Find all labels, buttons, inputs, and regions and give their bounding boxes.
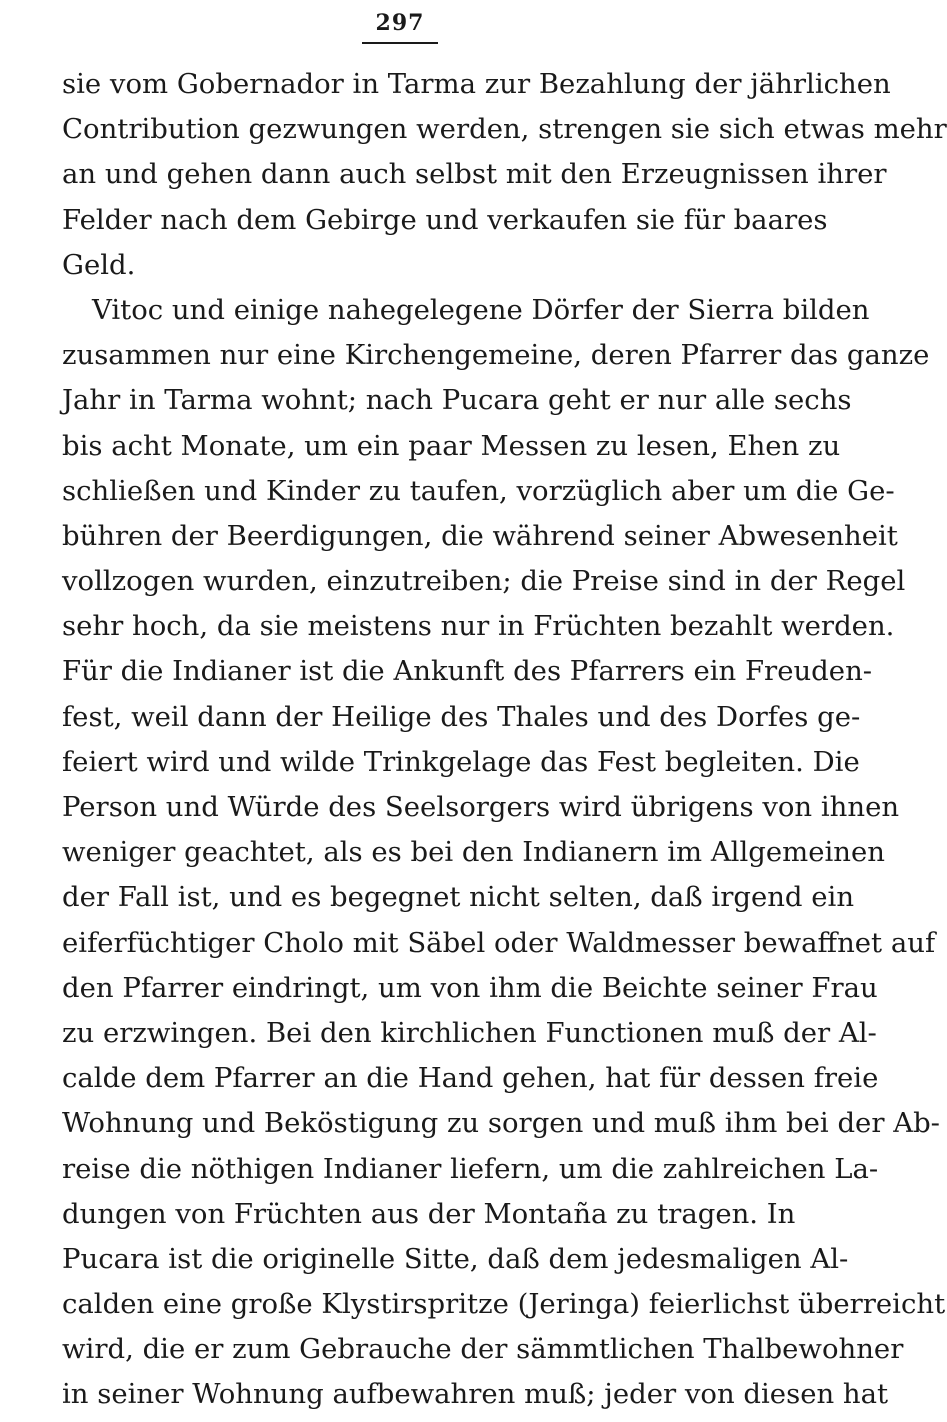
text-line: Person und Würde des Seelsorgers wird übrigens von ihnen xyxy=(62,791,900,823)
text-line: schließen und Kinder zu taufen, vorzüglich aber um die Ge- xyxy=(62,474,895,507)
text-line: dungen von Früchten aus der Montaña zu tragen. In xyxy=(62,1197,796,1230)
text-line: zu erzwingen. Bei den kirchlichen Functionen muß der Al- xyxy=(62,1016,877,1049)
text-line: Vitoc und einige nahegelegene Dörfer der Sierra bilden xyxy=(92,293,870,326)
text-line: sie vom Gobernador in Tarma zur Bezahlung der jährlichen xyxy=(62,68,891,100)
text-line: den Pfarrer eindringt, um von ihm die Beichte seiner Frau xyxy=(62,971,878,1004)
text-line: reise die nöthigen Indianer liefern, um die zahlreichen La- xyxy=(62,1152,879,1185)
text-line: Für die Indianer ist die Ankunft des Pfarrers ein Freuden- xyxy=(62,655,873,688)
text-line: an und gehen dann auch selbst mit den Erzeugnissen ihrer xyxy=(62,158,887,191)
text-line: Felder nach dem Gebirge und verkaufen sie für baares xyxy=(62,203,828,236)
text-line: bis acht Monate, um ein paar Messen zu lesen, Ehen zu xyxy=(62,429,841,462)
text-line: der Fall ist, und es begegnet nicht selten, daß irgend ein xyxy=(62,881,855,914)
text-line: calde dem Pfarrer an die Hand gehen, hat für dessen freie xyxy=(62,1062,879,1095)
text-line: bühren der Beerdigungen, die während seiner Abwesenheit xyxy=(62,519,898,552)
body-text xyxy=(62,62,947,1418)
text-line: Contribution gezwungen werden, strengen sie sich etwas mehr xyxy=(62,113,947,146)
text-line: Geld. xyxy=(62,248,136,281)
text-line: weniger geachtet, als es bei den Indianern im Allgemeinen xyxy=(62,836,885,869)
text-line: sehr hoch, da sie meistens nur in Früchten bezahlt werden. xyxy=(62,610,895,643)
text-line: calden eine große Klystirspritze (Jeringa) feierlichst überreicht xyxy=(62,1288,946,1321)
text-line: eiferfüchtiger Cholo mit Säbel oder Waldmesser bewaffnet auf xyxy=(62,926,936,959)
paragraph xyxy=(62,288,946,1418)
page-number-text: 297 xyxy=(362,10,439,44)
text-line: wird, die er zum Gebrauche der sämmtlichen Thalbewohner xyxy=(62,1333,904,1366)
text-line: zusammen nur eine Kirchengemeine, deren Pfarrer das ganze xyxy=(62,339,930,372)
text-line: in seiner Wohnung aufbewahren muß; jeder von diesen hat xyxy=(62,1378,889,1411)
paragraph xyxy=(62,62,947,288)
text-line: Jahr in Tarma wohnt; nach Pucara geht er nur alle sechs xyxy=(62,384,852,417)
text-line: fest, weil dann der Heilige des Thales und des Dorfes ge- xyxy=(62,700,861,733)
page-number xyxy=(0,10,800,44)
text-line: feiert wird und wilde Trinkgelage das Fest begleiten. Die xyxy=(62,745,860,778)
text-line: Pucara ist die originelle Sitte, daß dem jedesmaligen Al- xyxy=(62,1242,849,1275)
text-line: Wohnung und Beköstigung zu sorgen und muß ihm bei der Ab- xyxy=(62,1107,940,1140)
text-line: vollzogen wurden, einzutreiben; die Preise sind in der Regel xyxy=(62,565,906,598)
